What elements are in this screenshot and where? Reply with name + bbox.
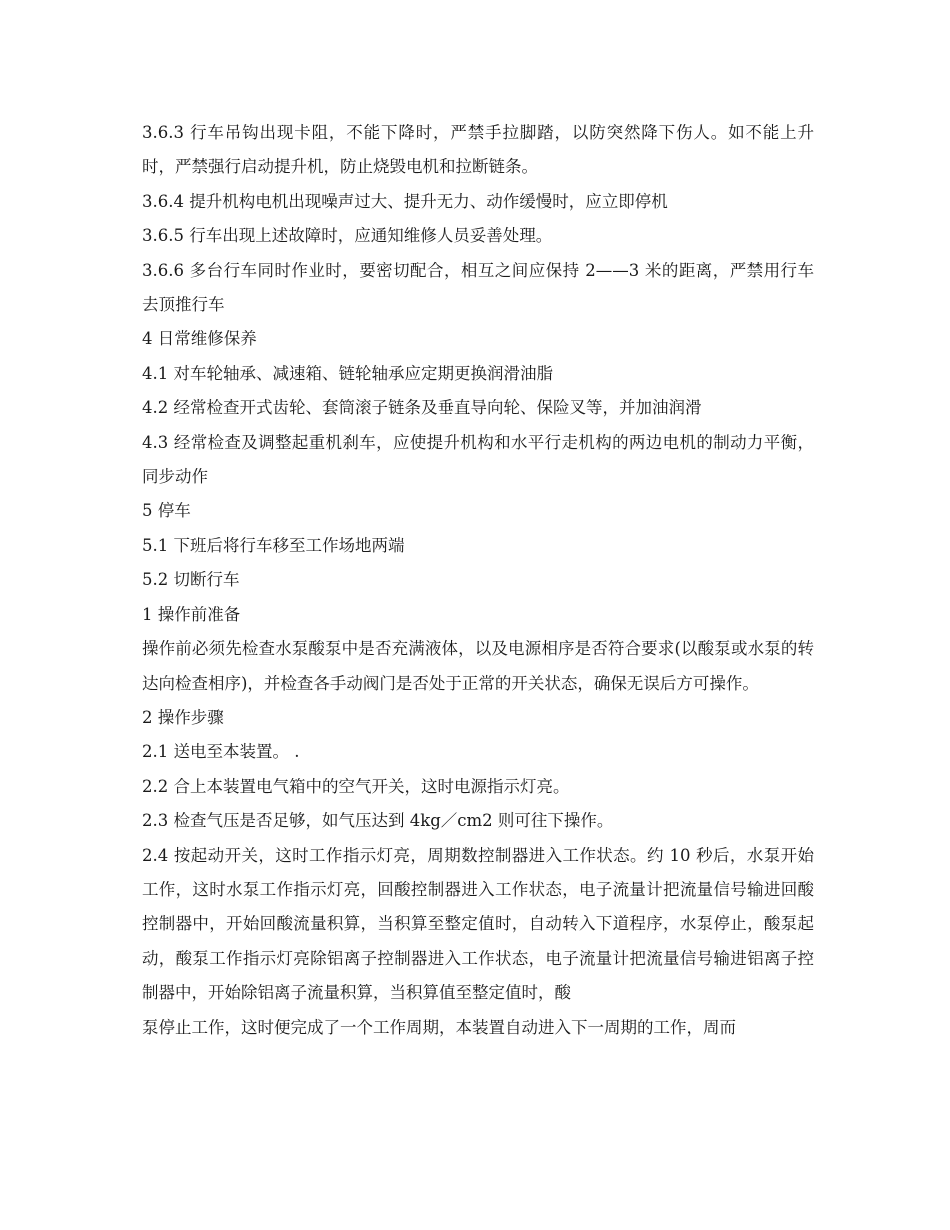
paragraph-3-6-3: 3.6.3 行车吊钩出现卡阻，不能下降时，严禁手拉脚踏，以防突然降下伤人。如不能上升时，严禁强行启动提升机，防止烧毁电机和拉断链条。	[142, 123, 814, 177]
paragraph-2-1: 2.1 送电至本装置。 .	[142, 742, 300, 762]
heading-5: 5 停车	[142, 501, 191, 521]
paragraph-5-1: 5.1 下班后将行车移至工作场地两端	[142, 535, 405, 555]
paragraph-2-4: 2.4 按起动开关，这时工作指示灯亮，周期数控制器进入工作状态。约 10 秒后，水泵开始工作，这时水泵工作指示灯亮，回酸控制器进入工作状态，电子流量计把流量信号输进回酸控制器中，开始回酸流量积算，当积算至整定值时，自动转入下道程序，水泵停止，酸泵起动，酸泵工作指示灯亮除铝离子控制器进入工作状态，电子流量计把流量信号输进铝离子控制器中，开始除铝离子流量积算，当积算值至整定值时，酸	[142, 845, 814, 1003]
paragraph-4-2: 4.2 经常检查开式齿轮、套筒滚子链条及垂直导向轮、保险叉等，并加油润滑	[142, 398, 702, 418]
paragraph-2-2: 2.2 合上本装置电气箱中的空气开关，这时电源指示灯亮。	[142, 776, 570, 796]
paragraph-3-6-4: 3.6.4 提升机构电机出现噪声过大、提升无力、动作缓慢时，应立即停机	[142, 191, 668, 211]
paragraph-continuation: 泵停止工作，这时便完成了一个工作周期，本装置自动进入下一周期的工作，周而	[142, 1017, 736, 1037]
paragraph-preparation: 操作前必须先检查水泵酸泵中是否充满液体，以及电源相序是否符合要求(以酸泵或水泵的转达向检查相序)，并检查各手动阀门是否处于正常的开关状态，确保无误后方可操作。	[142, 639, 814, 693]
paragraph-2-3: 2.3 检查气压是否足够，如气压达到 4kg／cm2 则可往下操作。	[142, 811, 614, 831]
paragraph-3-6-5: 3.6.5 行车出现上述故障时，应通知维修人员妥善处理。	[142, 226, 553, 246]
paragraph-4-1: 4.1 对车轮轴承、减速箱、链轮轴承应定期更换润滑油脂	[142, 363, 553, 383]
heading-4: 4 日常维修保养	[142, 329, 257, 349]
paragraph-4-3: 4.3 经常检查及调整起重机刹车，应使提升机构和水平行走机构的两边电机的制动力平衡，同步动作	[142, 432, 814, 487]
paragraph-5-2: 5.2 切断行车	[142, 570, 240, 590]
document-page	[142, 116, 814, 1045]
paragraph-3-6-6: 3.6.6 多台行车同时作业时，要密切配合，相互之间应保持 2——3 米的距离，严禁用行车去顶推行车	[142, 260, 814, 315]
heading-2: 2 操作步骤	[142, 707, 224, 727]
heading-1: 1 操作前准备	[142, 604, 241, 624]
